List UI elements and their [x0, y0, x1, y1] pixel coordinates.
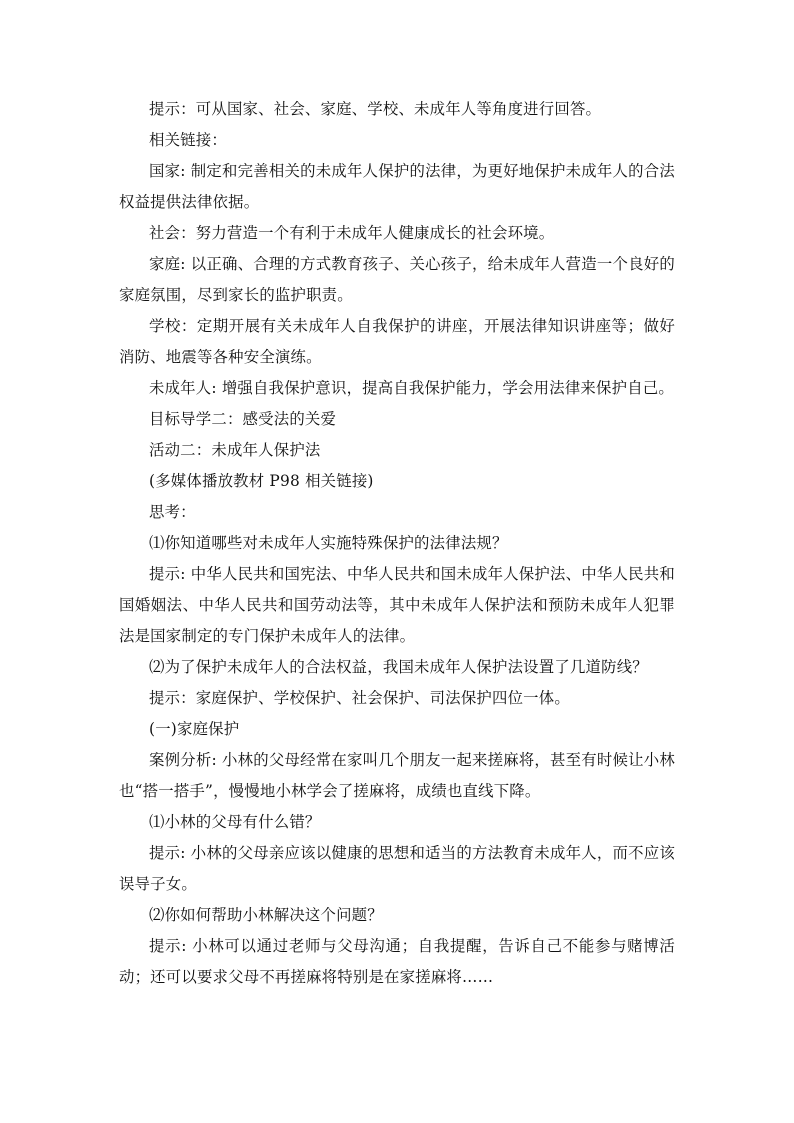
case-analysis: 案例分析: 小林的父母经常在家叫几个朋友一起来搓麻将，甚至有时候让小林也“搭一搭手”，慢慢地小林学会了搓麻将，成绩也直线下降。	[119, 751, 675, 800]
case-question-2: ⑵你如何帮助小林解决这个问题？	[149, 906, 383, 924]
goal-heading-two: 目标导学二：感受法的关爱	[149, 410, 337, 428]
multimedia-note: (多媒体播放教材 P98 相关链接)	[149, 472, 374, 490]
case-question-1: ⑴小林的父母有什么错？	[149, 813, 321, 831]
paragraph-minor: 未成年人: 增强自我保护意识，提高自我保护能力，学会用法律来保护自己。	[149, 379, 674, 397]
activity-two-heading: 活动二：未成年人保护法	[149, 441, 321, 459]
hint-laws: 提示: 中华人民共和国宪法、中华人民共和国未成年人保护法、中华人民共和国婚姻法、中华人民共和国劳动法等，其中未成年人保护法和预防未成年人犯罪法是国家制定的专门保护未成年人的法律。	[119, 565, 675, 645]
document-body	[119, 94, 675, 993]
paragraph-school: 学校：定期开展有关未成年人自我保护的讲座，开展法律知识讲座等；做好消防、地震等各种安全演练。	[119, 317, 675, 366]
question-1: ⑴你知道哪些对未成年人实施特殊保护的法律法规？	[149, 534, 508, 552]
paragraph-family: 家庭: 以正确、合理的方式教育孩子、关心孩子，给未成年人营造一个良好的家庭氛围，尽到家长的监护职责。	[119, 255, 675, 304]
related-links-heading: 相关链接：	[149, 131, 227, 149]
section-family-protection: (一)家庭保护	[149, 720, 240, 738]
hint-answer-angles: 提示：可从国家、社会、家庭、学校、未成年人等角度进行回答。	[149, 100, 602, 118]
hint-four-protections: 提示：家庭保护、学校保护、社会保护、司法保护四位一体。	[149, 689, 570, 707]
case-hint-1: 提示: 小林的父母亲应该以健康的思想和适当的方法教育未成年人，而不应该误导子女。	[119, 844, 675, 893]
paragraph-society: 社会：努力营造一个有利于未成年人健康成长的社会环境。	[149, 224, 555, 242]
case-hint-2: 提示: 小林可以通过老师与父母沟通；自我提醒，告诉自己不能参与赌博活动；还可以要求父母不再搓麻将特别是在家搓麻将……	[119, 937, 675, 986]
question-2: ⑵为了保护未成年人的合法权益，我国未成年人保护法设置了几道防线？	[149, 658, 648, 676]
paragraph-country: 国家: 制定和完善相关的未成年人保护的法律，为更好地保护未成年人的合法权益提供法律依据。	[119, 162, 675, 211]
thinking-heading: 思考：	[149, 503, 196, 521]
